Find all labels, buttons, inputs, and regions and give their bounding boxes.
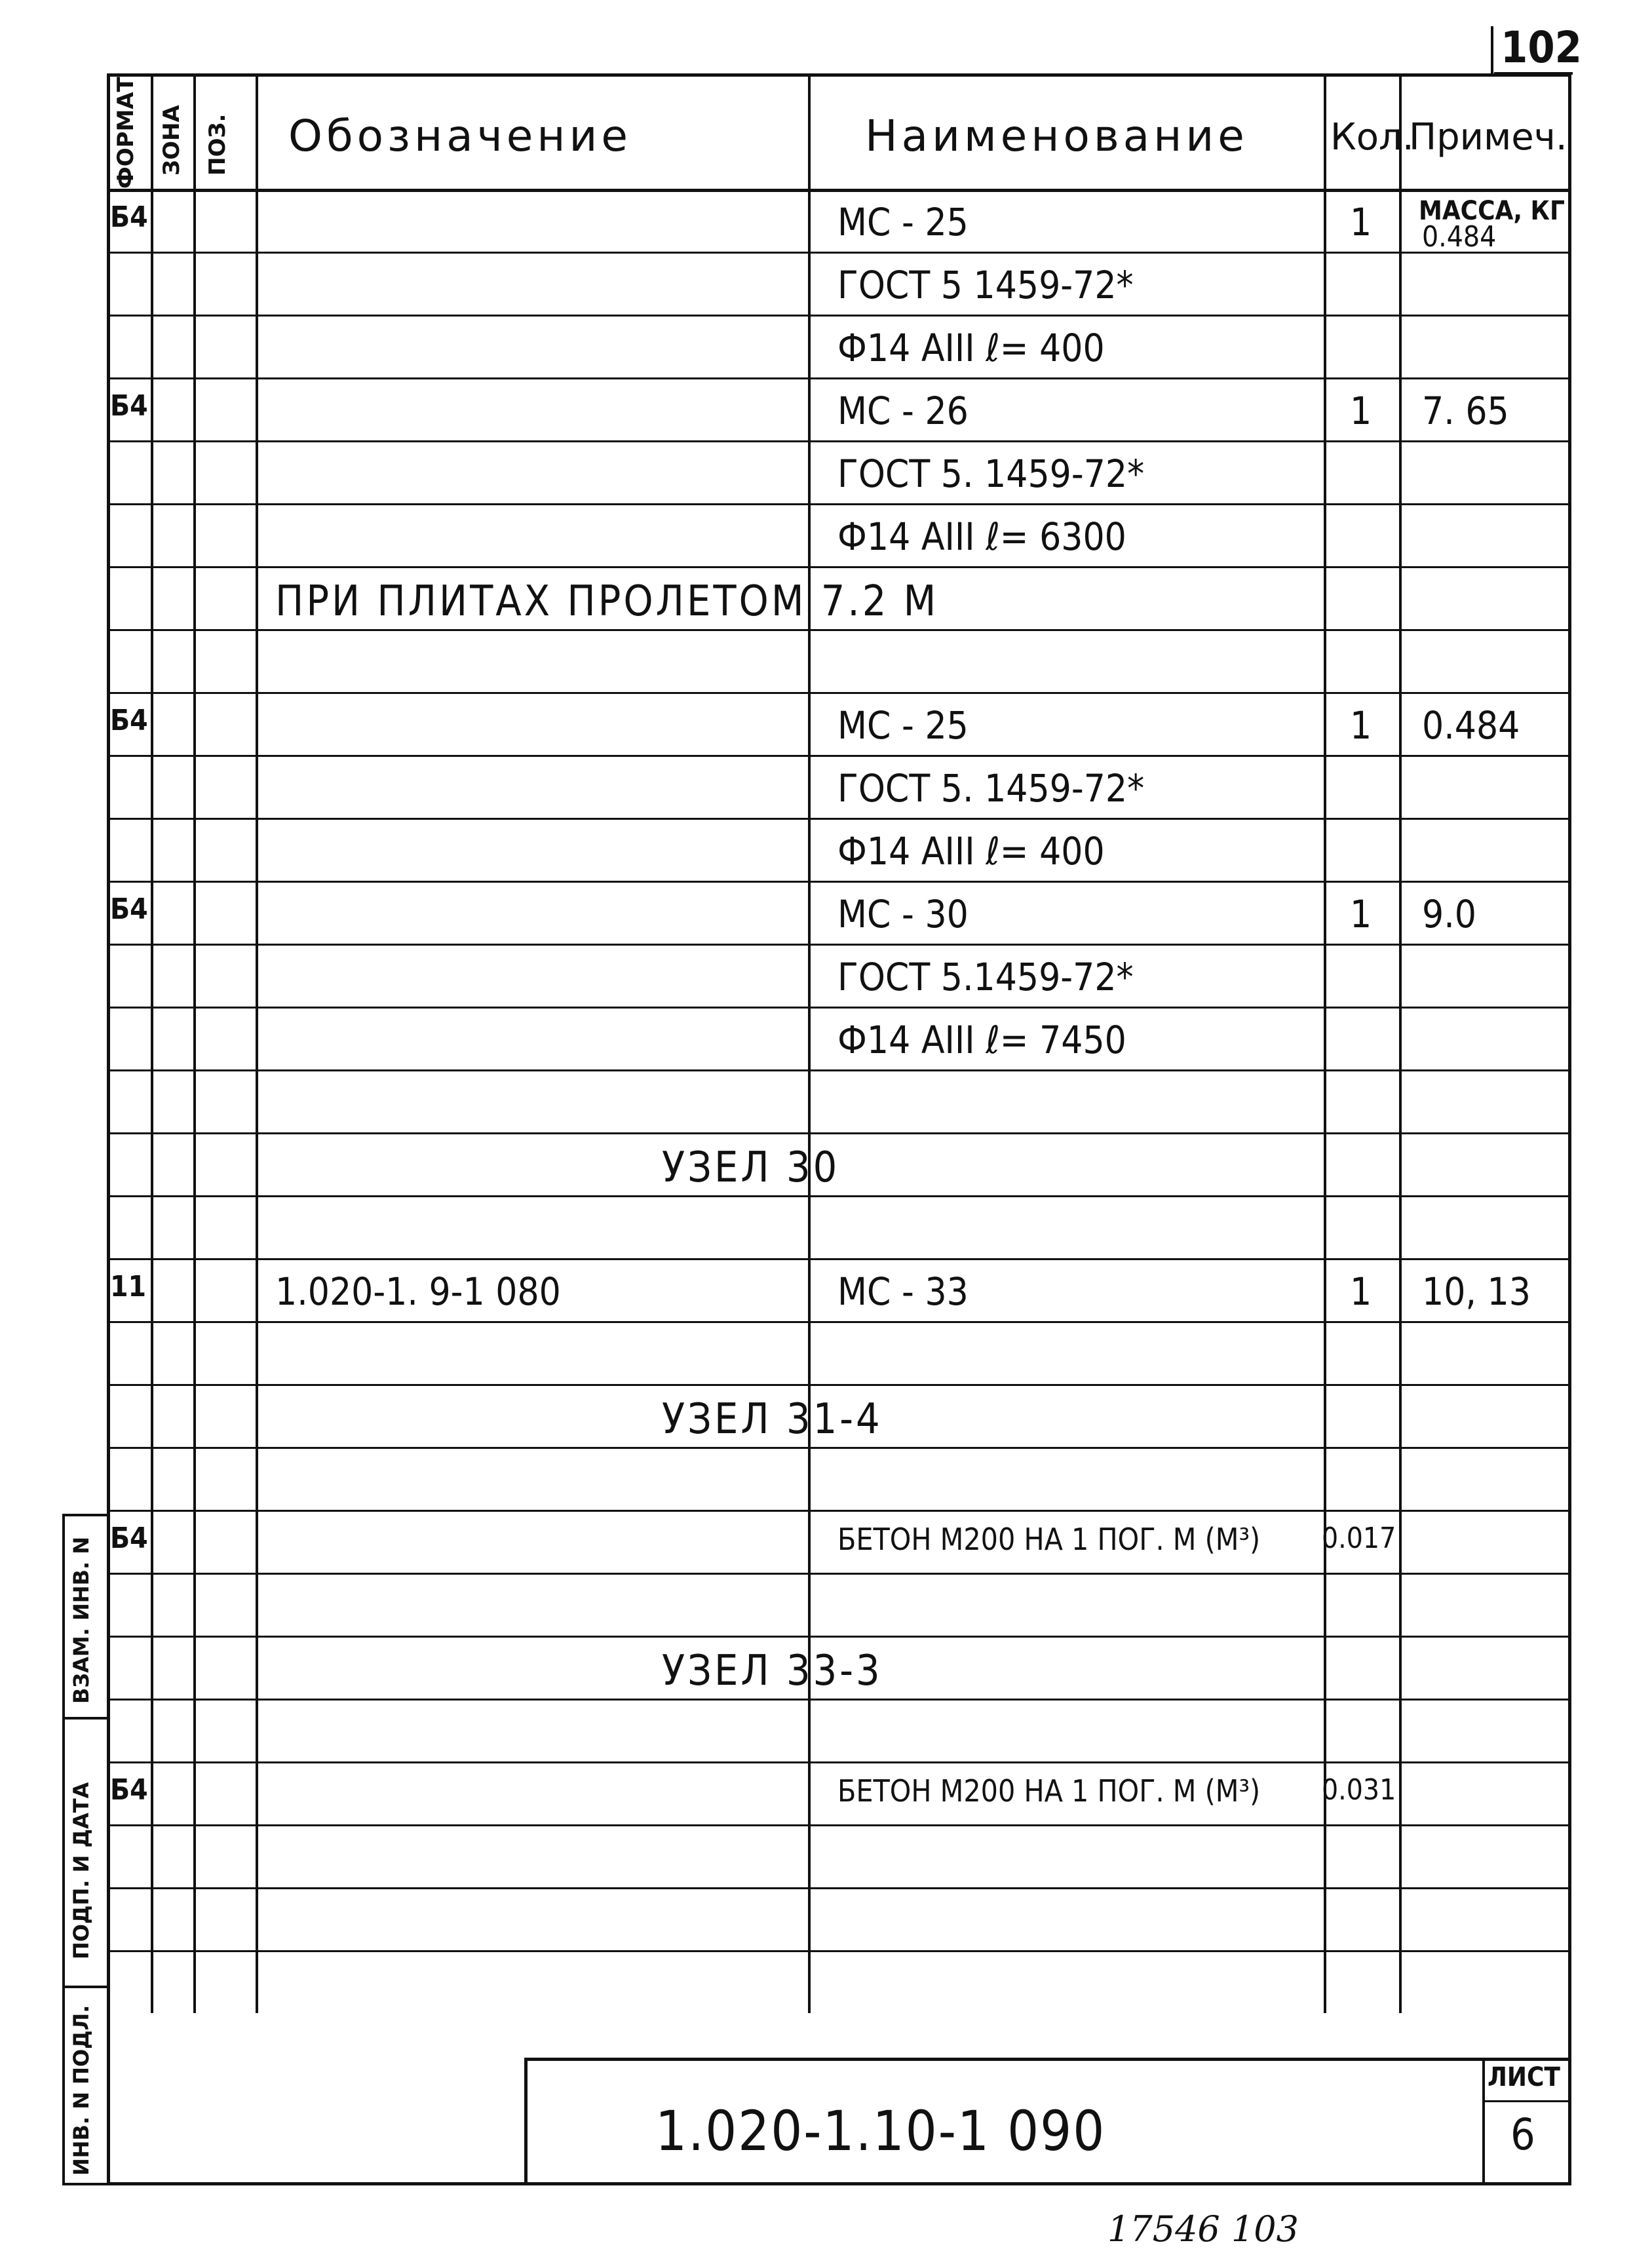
cell-format: Б4 [110,1522,148,1555]
row-line [107,1573,1571,1575]
cell-name: ГОСТ 5. 1459-72* [837,452,1145,496]
header-note: Примеч. [1409,116,1567,159]
cell-qty: 0.031 [1322,1773,1396,1807]
cell-name: МС - 33 [837,1269,969,1314]
row-line [107,1699,1571,1701]
cell-note: 10, 13 [1422,1269,1531,1314]
col-sep-format [151,73,153,2013]
row-line [107,1069,1571,1071]
header-zone: ЗОНА [159,105,185,176]
cell-name: МС - 26 [837,389,969,433]
cell-name: ГОСТ 5 1459-72* [837,263,1134,307]
page-number-mark [1491,26,1493,73]
node-title: УЗЕЛ 30 [662,1144,840,1192]
section-heading: ПРИ ПЛИТАХ ПРОЛЕТОМ 7.2 М [275,577,939,626]
col-sep-name [1324,73,1326,2013]
header-bottom-line [107,189,1571,192]
cell-qty: 1 [1350,1269,1372,1314]
header-designation: Обозначение [288,111,632,161]
row-line [107,1636,1571,1638]
row-line [107,818,1571,820]
row-line [107,1761,1571,1763]
row-line [107,1447,1571,1449]
col-sep-qty [1399,73,1402,2013]
side-label-replaces: ВЗАМ. ИНВ. N [69,1536,94,1704]
cell-format: Б4 [110,893,148,926]
side-label-sign-date: ПОДП. И ДАТА [69,1782,94,1959]
row-line [107,566,1571,568]
cell-format: Б4 [110,1773,148,1807]
side-strip-sep-1 [62,1717,107,1720]
cell-qty: 1 [1350,703,1372,748]
doc-number: 1.020-1.10-1 090 [655,2099,1106,2163]
row-line [107,1950,1571,1952]
cell-format: Б4 [110,389,148,423]
sheet-label: ЛИСТ [1488,2062,1560,2092]
row-line [107,692,1571,694]
cell-format: 11 [110,1270,147,1303]
header-qty: Кол. [1330,116,1414,159]
cell-name: Ф14 АIII ℓ= 6300 [837,514,1126,559]
cell-name: МС - 25 [837,200,969,244]
row-line [107,503,1571,505]
col-sep-zone [193,73,196,2013]
row-line [107,252,1571,254]
page-number: 102 [1501,22,1582,73]
cell-note: 0.484 [1422,703,1520,748]
row-line [107,1321,1571,1323]
cell-note: 0.484 [1422,220,1497,254]
cell-name: БЕТОН М200 НА 1 ПОГ. М (М³) [837,1522,1261,1557]
cell-qty: 0.017 [1322,1522,1396,1555]
node-title: УЗЕЛ 33-3 [662,1647,883,1695]
row-line [107,1887,1571,1889]
row-line [107,1132,1571,1134]
row-line [107,1258,1571,1260]
cell-note: 9.0 [1422,892,1476,936]
cell-name: МС - 30 [837,892,969,936]
side-label-orig-no: ИНВ. N ПОДЛ. [69,2005,94,2176]
col-sep-designation [808,73,811,2013]
row-line [107,377,1571,379]
row-line [107,944,1571,946]
col-sep-pos [256,73,258,2013]
header-pos: ПОЗ. [204,113,231,176]
cell-designation: 1.020-1. 9-1 080 [275,1269,561,1314]
cell-qty: 1 [1350,389,1372,433]
row-line [107,629,1571,631]
note-mass-label: МАССА, КГ [1419,196,1565,226]
row-line [107,1195,1571,1197]
row-line [107,881,1571,883]
cell-name: Ф14 АIII ℓ= 400 [837,326,1105,370]
node-title: УЗЕЛ 31-4 [662,1395,883,1444]
row-line [107,1824,1571,1826]
sheet-number: 6 [1510,2109,1535,2160]
row-line [107,440,1571,442]
row-line [107,1007,1571,1009]
footer-handwritten: 17546 103 [1107,2208,1299,2250]
cell-name: БЕТОН М200 НА 1 ПОГ. М (М³) [837,1773,1261,1809]
cell-name: ГОСТ 5. 1459-72* [837,766,1145,811]
row-line [107,315,1571,317]
cell-name: МС - 25 [837,703,969,748]
header-name: Наименование [865,111,1248,161]
cell-qty: 1 [1350,200,1372,244]
header-format: ФОРМАТ [113,77,139,189]
cell-format: Б4 [110,704,148,737]
cell-name: ГОСТ 5.1459-72* [837,955,1134,999]
row-line [107,1384,1571,1386]
cell-name: Ф14 АIII ℓ= 400 [837,829,1105,874]
title-block-sheet-sep [1482,2058,1485,2185]
cell-qty: 1 [1350,892,1372,936]
row-line [107,1510,1571,1512]
cell-note: 7. 65 [1422,389,1509,433]
cell-name: Ф14 АIII ℓ= 7450 [837,1018,1126,1062]
title-block-sheet-line [1482,2100,1571,2102]
row-line [107,755,1571,757]
cell-format: Б4 [110,201,148,234]
side-strip-sep-2 [62,1986,107,1988]
